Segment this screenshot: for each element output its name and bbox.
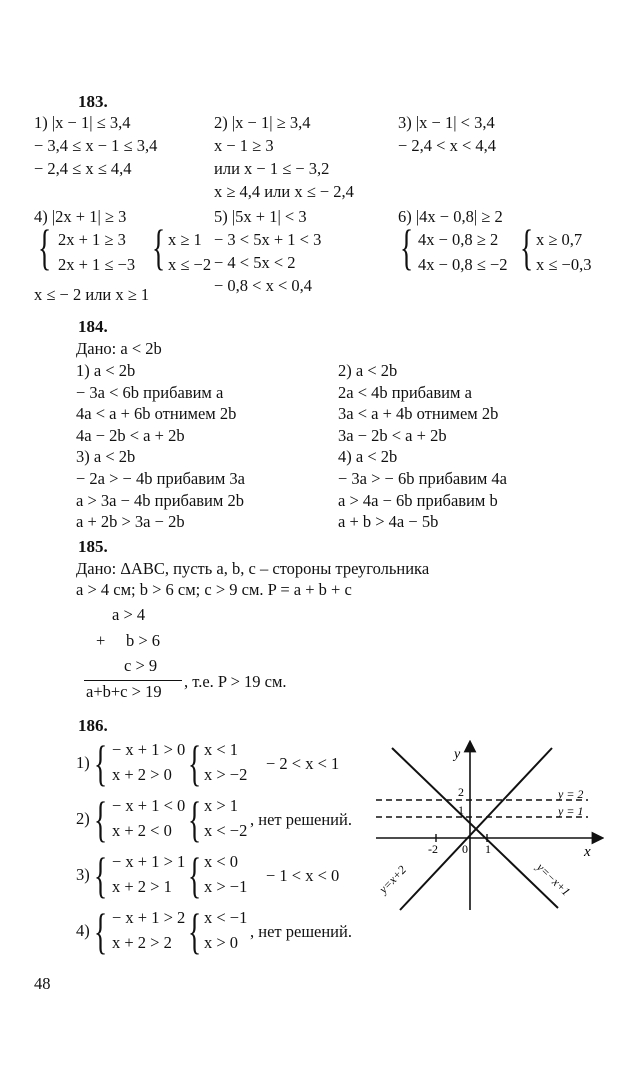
p186-system-right-2: x > −2 bbox=[204, 765, 248, 784]
p183-2-line4: x ≥ 4,4 или x ≤ − 2,4 bbox=[214, 182, 354, 201]
tick-label-1: 1 bbox=[458, 803, 464, 817]
tick-label-1x: 1 bbox=[485, 842, 491, 856]
p183-2-line1: 2) |x − 1| ≥ 3,4 bbox=[214, 113, 311, 132]
p183-1-line3: − 2,4 ≤ x ≤ 4,4 bbox=[34, 159, 132, 178]
problem-186-title: 186. bbox=[78, 716, 108, 735]
p184-right-line: a + b > 4a − 5b bbox=[338, 512, 439, 532]
p184-right-line: 4) a < 2b bbox=[338, 447, 398, 467]
brace: { bbox=[188, 735, 202, 791]
label-line-x-plus-2: y=x+2 bbox=[376, 862, 409, 897]
p183-1-line1: 1) |x − 1| ≤ 3,4 bbox=[34, 113, 131, 132]
label-y-equals-2: y = 2 bbox=[558, 787, 584, 801]
brace: { bbox=[94, 903, 108, 959]
problem-183-title: 183. bbox=[78, 92, 108, 111]
label-line-neg-x-plus-1: y=−x+1 bbox=[533, 860, 574, 899]
p184-right-line: a > 4a − 6b прибавим b bbox=[338, 490, 498, 510]
p184-left-line: 1) a < 2b bbox=[76, 361, 136, 380]
p183-3-line2: − 2,4 < x < 4,4 bbox=[398, 136, 497, 155]
p183-2-line3: или x − 1 ≤ − 3,2 bbox=[214, 159, 330, 178]
brace: { bbox=[94, 735, 108, 791]
p184-right-line: 3a − 2b < a + 2b bbox=[338, 425, 447, 445]
brace: { bbox=[38, 219, 52, 275]
p186-result: , нет решений. bbox=[250, 810, 352, 829]
p186-system-left-1: − x + 1 > 2 bbox=[112, 908, 186, 927]
p186-system-left-2: x + 2 > 2 bbox=[112, 933, 172, 952]
brace: { bbox=[94, 791, 108, 847]
brace: { bbox=[94, 847, 108, 903]
p184-right-line: 2a < 4b прибавим a bbox=[338, 382, 472, 402]
p186-system-left-1: − x + 1 > 0 bbox=[112, 740, 186, 759]
p186-item-number: 2) bbox=[76, 809, 90, 828]
p186-system-left-2: x + 2 > 1 bbox=[112, 877, 172, 896]
p184-right-line: 3a < a + 4b отнимем 2b bbox=[338, 404, 499, 424]
brace: { bbox=[188, 847, 202, 903]
x-axis-label: x bbox=[584, 844, 591, 860]
p183-4-b2: x ≤ −2 bbox=[168, 255, 212, 274]
p186-system-left-2: x + 2 > 0 bbox=[112, 765, 172, 784]
p184-right-line: − 3a > − 6b прибавим 4a bbox=[338, 469, 508, 488]
p184-left-line: − 3a < 6b прибавим a bbox=[76, 382, 224, 402]
p185-s2: b > 6 bbox=[126, 631, 161, 650]
label-y-equals-1: y = 1 bbox=[558, 804, 584, 818]
p184-left-line: 3) a < 2b bbox=[76, 447, 136, 467]
p186-result: − 2 < x < 1 bbox=[266, 754, 340, 773]
p184-left-line: a + 2b > 3a − 2b bbox=[76, 512, 185, 532]
p186-system-right-2: x > 0 bbox=[204, 933, 239, 952]
p185-plus: + bbox=[96, 631, 106, 650]
p185-conclusion: , т.е. P > 19 см. bbox=[184, 672, 287, 691]
p183-4-a1: 2x + 1 ≥ 3 bbox=[58, 230, 126, 249]
p186-system-left-1: − x + 1 < 0 bbox=[112, 796, 186, 815]
p183-5-line4: − 0,8 < x < 0,4 bbox=[214, 276, 313, 295]
tick-label-neg2: -2 bbox=[428, 842, 438, 856]
p184-right-line: 2) a < 2b bbox=[338, 361, 398, 380]
p186-result: − 1 < x < 0 bbox=[266, 866, 340, 885]
problem-184-title: 184. bbox=[78, 317, 108, 336]
p186-system-left-1: − x + 1 > 1 bbox=[112, 852, 186, 871]
p183-4-result: x ≤ − 2 или x ≥ 1 bbox=[34, 285, 150, 304]
p186-item-number: 3) bbox=[76, 865, 90, 884]
p186-system-right-1: x < 1 bbox=[204, 740, 239, 759]
sum-line bbox=[84, 680, 182, 681]
p183-6-b2: x ≤ −0,3 bbox=[536, 255, 592, 274]
p183-5-line1: 5) |5x + 1| < 3 bbox=[214, 207, 307, 226]
y-axis-label: y bbox=[454, 747, 461, 762]
p183-4-head: 4) |2x + 1| ≥ 3 bbox=[34, 207, 127, 226]
tick-label-2: 2 bbox=[458, 785, 464, 799]
p184-left-line: 4a − 2b < a + 2b bbox=[76, 425, 185, 445]
brace: { bbox=[520, 219, 534, 275]
brace: { bbox=[188, 903, 202, 959]
brace: { bbox=[152, 219, 166, 275]
tick-label-0: 0 bbox=[462, 842, 468, 856]
p183-6-head: 6) |4x − 0,8| ≥ 2 bbox=[398, 207, 503, 226]
p185-conditions: a > 4 см; b > 6 см; c > 9 см. P = a + b + c bbox=[76, 580, 352, 599]
p183-4-a2: 2x + 1 ≤ −3 bbox=[58, 255, 136, 274]
p186-system-right-1: x < 0 bbox=[204, 852, 239, 871]
p184-given: Дано: a < 2b bbox=[76, 339, 162, 358]
p183-6-a1: 4x − 0,8 ≥ 2 bbox=[418, 230, 499, 249]
p186-system-left-2: x + 2 < 0 bbox=[112, 821, 172, 840]
p183-4-b1: x ≥ 1 bbox=[168, 230, 202, 249]
p183-3-line1: 3) |x − 1| < 3,4 bbox=[398, 113, 495, 132]
p186-system-right-1: x > 1 bbox=[204, 796, 239, 815]
p186-item-number: 4) bbox=[76, 921, 90, 940]
p185-given: Дано: ΔABC, пусть a, b, c – стороны треугольника bbox=[76, 559, 430, 578]
p186-system-right-2: x < −2 bbox=[204, 821, 248, 840]
p186-system-right-2: x > −1 bbox=[204, 877, 248, 896]
p183-6-a2: 4x − 0,8 ≤ −2 bbox=[418, 255, 508, 274]
problem-185-title: 185. bbox=[78, 537, 108, 556]
graph-186 bbox=[372, 740, 604, 912]
p184-left-line: a > 3a − 4b прибавим 2b bbox=[76, 490, 244, 510]
p183-5-line2: − 3 < 5x + 1 < 3 bbox=[214, 230, 322, 249]
brace: { bbox=[400, 219, 414, 275]
p183-6-b1: x ≥ 0,7 bbox=[536, 230, 583, 249]
p185-s1: a > 4 bbox=[112, 605, 146, 624]
p186-system-right-1: x < −1 bbox=[204, 908, 248, 927]
p184-left-line: 4a < a + 6b отнимем 2b bbox=[76, 404, 237, 424]
p183-2-line2: x − 1 ≥ 3 bbox=[214, 136, 274, 155]
p185-s3: c > 9 bbox=[124, 656, 158, 675]
p183-5-line3: − 4 < 5x < 2 bbox=[214, 253, 296, 272]
p186-result: , нет решений. bbox=[250, 922, 352, 941]
brace: { bbox=[188, 791, 202, 847]
p185-sum: a+b+c > 19 bbox=[86, 682, 162, 701]
page-number: 48 bbox=[34, 974, 51, 993]
p184-left-line: − 2a > − 4b прибавим 3a bbox=[76, 469, 246, 488]
line-neg-x-plus-1 bbox=[392, 748, 558, 908]
p183-1-line2: − 3,4 ≤ x − 1 ≤ 3,4 bbox=[34, 136, 158, 155]
p186-item-number: 1) bbox=[76, 753, 90, 772]
